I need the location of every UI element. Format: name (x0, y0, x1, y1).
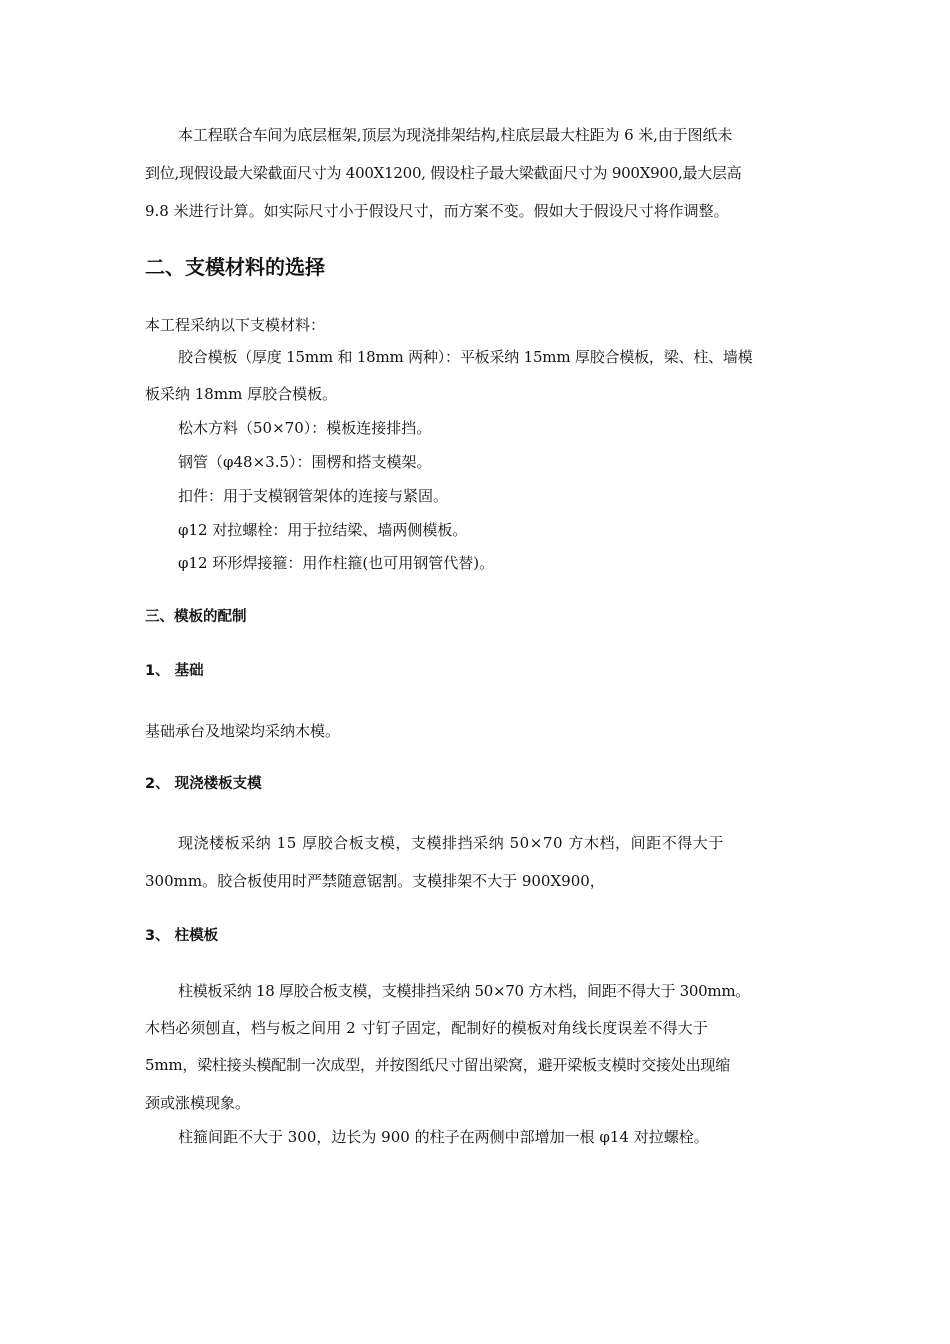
intro-line-3: 9.8 米进行计算。如实际尺寸小于假设尺寸，而方案不变。假如大于假设尺寸将作调整。 (145, 202, 729, 220)
column-line-5: 柱箍间距不大于 300，边长为 900 的柱子在两侧中部增加一根 φ14 对拉螺栓。 (178, 1128, 709, 1146)
intro-line-2: 到位,现假设最大梁截面尺寸为 400X1200, 假设柱子最大梁截面尺寸为 900X900,最大层高 (145, 164, 742, 182)
materials-item-plywood-cont: 板采纳 18mm 厚胶合模板。 (145, 385, 338, 403)
column-line-4: 颈或涨模现象。 (145, 1094, 251, 1112)
materials-item-plywood: 胶合模板（厚度 15mm 和 18mm 两种）：平板采纳 15mm 厚胶合模板，梁、柱、墙模 (178, 348, 753, 366)
section-heading-formwork: 三、模板的配制 (145, 609, 247, 625)
column-line-1: 柱模板采纳 18 厚胶合板支模，支模排挡采纳 50×70 方木档，间距不得大于 300mm。 (178, 982, 750, 1000)
foundation-text: 基础承台及地梁均采纳木模。 (145, 722, 341, 740)
materials-item-tie-bolt: φ12 对拉螺栓：用于拉结梁、墙两侧模板。 (178, 521, 468, 539)
intro-line-1: 本工程联合车间为底层框架,顶层为现浇排架结构,柱底层最大柱距为 6 米,由于图纸未 (178, 126, 733, 144)
materials-item-fastener: 扣件：用于支模钢管架体的连接与紧固。 (178, 487, 449, 505)
slab-line-1: 现浇楼板采纳 15 厚胶合板支模，支模排挡采纳 50×70 方木档，间距不得大于 (178, 834, 724, 852)
section-heading-materials: 二、支模材料的选择 (145, 255, 325, 279)
slab-line-2: 300mm。胶合板使用时严禁随意锯割。支模排架不大于 900X900， (145, 872, 605, 890)
subsection-heading-slab: 2、 现浇楼板支模 (145, 776, 262, 792)
materials-lead: 本工程采纳以下支模材料： (145, 316, 326, 334)
subsection-heading-column: 3、 柱模板 (145, 928, 219, 944)
column-line-3: 5mm，梁柱接头模配制一次成型，并按图纸尺寸留出梁窝，避开梁板支模时交接处出现缩 (145, 1056, 730, 1074)
materials-item-hoop: φ12 环形焊接箍：用作柱箍(也可用钢管代替)。 (178, 554, 495, 572)
materials-item-timber: 松木方料（50×70）：模板连接排挡。 (178, 419, 432, 437)
materials-item-steel-pipe: 钢管（φ48×3.5）：围楞和搭支模架。 (178, 453, 432, 471)
subsection-heading-foundation: 1、 基础 (145, 663, 204, 679)
column-line-2: 木档必须刨直，档与板之间用 2 寸钉子固定，配制好的模板对角线长度误差不得大于 (145, 1019, 708, 1037)
